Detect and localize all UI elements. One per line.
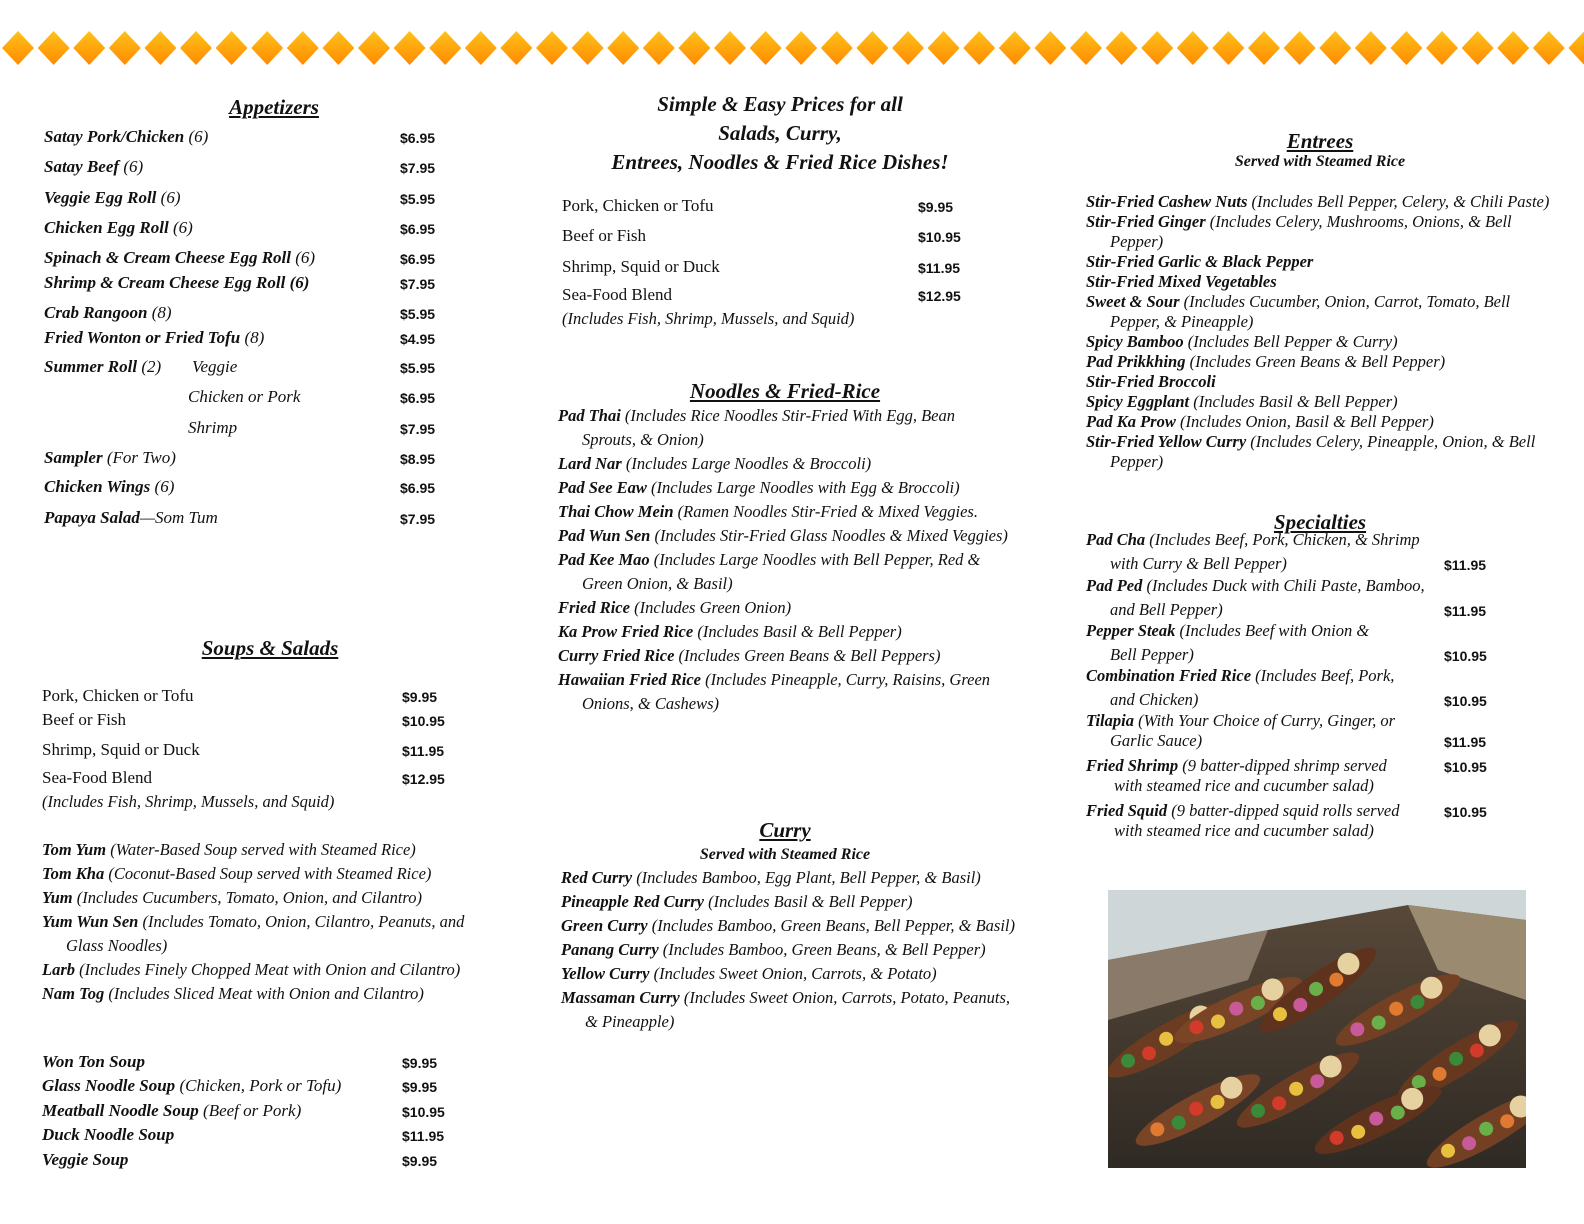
item-name: Pad Cha bbox=[1086, 530, 1146, 549]
middle-column bbox=[520, 0, 1040, 1224]
entree-item bbox=[1086, 412, 1554, 432]
soup-item bbox=[42, 1125, 174, 1145]
price-tier-price: $9.95 bbox=[402, 689, 438, 705]
curry-item bbox=[561, 890, 1021, 914]
item-name: Chicken Egg Roll bbox=[44, 218, 169, 237]
noodle-list bbox=[558, 404, 1008, 716]
item-desc: (Includes Green Onion) bbox=[629, 598, 792, 617]
item-price: $11.95 bbox=[1444, 557, 1487, 573]
item-desc: (6) bbox=[119, 157, 144, 176]
item-price: $5.95 bbox=[400, 306, 436, 322]
item-desc: (Includes Large Noodles with Bell Pepper, Red & Green Onion, & Basil) bbox=[582, 550, 981, 593]
noodle-item bbox=[558, 548, 1008, 596]
item-desc: (Includes Basil & Bell Pepper) bbox=[1189, 392, 1398, 411]
item-desc: (Includes Large Noodles & Broccoli) bbox=[621, 454, 872, 473]
specialty-item-desc-cont: and Chicken) bbox=[1110, 690, 1199, 709]
item-name: Duck Noodle Soup bbox=[42, 1125, 175, 1144]
item-desc: (Includes Bamboo, Green Beans, & Bell Pepper) bbox=[658, 940, 986, 959]
item-name: Chicken Wings bbox=[44, 477, 151, 496]
item-desc: (Includes Beef, Pork, bbox=[1251, 666, 1395, 685]
soup-salad-item bbox=[42, 910, 482, 958]
item-name: Pineapple Red Curry bbox=[561, 892, 704, 911]
item-desc: (6) bbox=[150, 477, 175, 496]
item-name: Yellow Curry bbox=[561, 964, 650, 983]
item-desc: (2) bbox=[137, 357, 162, 376]
item-name: Sampler bbox=[44, 448, 103, 467]
specialty-item bbox=[1086, 576, 1425, 596]
item-name: Pad Ka Prow bbox=[1086, 412, 1176, 431]
item-name: Pad Prikkhing bbox=[1086, 352, 1186, 371]
item-desc: (6) bbox=[168, 218, 193, 237]
item-price: $6.95 bbox=[400, 251, 436, 267]
price-tier-label: Sea-Food Blend bbox=[42, 768, 153, 787]
specialty-item-desc-cont: with steamed rice and cucumber salad) bbox=[1114, 776, 1374, 795]
price-tier-label: Beef or Fish bbox=[562, 226, 647, 245]
specialties-heading: Specialties bbox=[1273, 510, 1367, 534]
item-name: Spicy Eggplant bbox=[1086, 392, 1190, 411]
item-name: Yum Wun Sen bbox=[42, 912, 139, 931]
price-tier-price: $10.95 bbox=[402, 713, 445, 729]
item-desc: (Includes Pineapple, Curry, Raisins, Green Onions, & Cashews) bbox=[582, 670, 991, 713]
soup-blend-note: (Includes Fish, Shrimp, Mussels, and Squid) bbox=[42, 792, 335, 811]
appetizer-item bbox=[44, 157, 143, 177]
entrees-heading: Entrees bbox=[1286, 129, 1354, 153]
item-name: Massaman Curry bbox=[561, 988, 680, 1007]
item-desc: (Includes Cucumber, Onion, Carrot, Tomato, Bell Pepper, & Pineapple) bbox=[1110, 292, 1511, 331]
item-desc: (9 batter-dipped shrimp served bbox=[1178, 756, 1387, 775]
specialty-item bbox=[1086, 711, 1395, 731]
item-name: Green Curry bbox=[561, 916, 648, 935]
noodle-item bbox=[558, 644, 1008, 668]
simple-prices-title-line: Salads, Curry, bbox=[718, 121, 842, 145]
price-tier-label: Sea-Food Blend bbox=[562, 285, 673, 304]
item-name: Papaya Salad bbox=[44, 508, 140, 527]
specialty-list bbox=[1086, 530, 1506, 850]
item-desc: (Includes Green Beans & Bell Pepper) bbox=[1185, 352, 1446, 371]
curry-item bbox=[561, 914, 1021, 938]
item-name: Shrimp & Cream Cheese Egg Roll (6) bbox=[44, 273, 310, 292]
item-desc: (Includes Tomato, Onion, Cilantro, Peanuts, and Glass Noodles) bbox=[66, 912, 465, 955]
appetizer-item bbox=[44, 188, 180, 208]
item-desc: (Includes Bamboo, Egg Plant, Bell Pepper, & Basil) bbox=[632, 868, 981, 887]
item-name: Spinach & Cream Cheese Egg Roll bbox=[44, 248, 291, 267]
item-desc: (6) bbox=[184, 127, 209, 146]
soup-salad-list bbox=[42, 838, 482, 1006]
item-price: $7.95 bbox=[400, 421, 436, 437]
appetizer-item bbox=[44, 477, 174, 497]
price-tier-label: Pork, Chicken or Tofu bbox=[42, 686, 194, 705]
item-price: $6.95 bbox=[400, 221, 436, 237]
price-tier-price: $11.95 bbox=[918, 260, 961, 276]
specialty-item bbox=[1086, 801, 1399, 821]
item-price: $11.95 bbox=[1444, 603, 1487, 619]
noodle-item bbox=[558, 500, 1008, 524]
curry-item bbox=[561, 866, 1021, 890]
price-tier-price: $12.95 bbox=[402, 771, 445, 787]
item-name: Veggie Soup bbox=[42, 1150, 129, 1169]
item-desc: (Includes Celery, Pineapple, Onion, & Bell Pepper) bbox=[1110, 432, 1536, 471]
floating-market-photo bbox=[1108, 890, 1526, 1168]
item-desc: (Includes Bell Pepper & Curry) bbox=[1183, 332, 1398, 351]
item-price: $7.95 bbox=[400, 276, 436, 292]
price-tier-label: Shrimp, Squid or Duck bbox=[562, 257, 720, 276]
item-name: Won Ton Soup bbox=[42, 1052, 145, 1071]
appetizer-item bbox=[44, 273, 309, 293]
item-desc: (6) bbox=[156, 188, 181, 207]
simple-price-list bbox=[562, 196, 982, 304]
noodle-item bbox=[558, 620, 1008, 644]
item-desc: (Includes Stir-Fried Glass Noodles & Mixed Veggies) bbox=[650, 526, 1008, 545]
item-price: $6.95 bbox=[400, 130, 436, 146]
summer-roll-option: Veggie bbox=[192, 357, 238, 376]
item-price: $9.95 bbox=[402, 1153, 438, 1169]
curry-item bbox=[561, 962, 1021, 986]
left-column bbox=[0, 0, 520, 1224]
item-name: Meatball Noodle Soup bbox=[42, 1101, 199, 1120]
curry-subtitle: Served with Steamed Rice bbox=[699, 846, 871, 863]
specialty-item-desc-cont: with steamed rice and cucumber salad) bbox=[1114, 821, 1374, 840]
appetizer-item bbox=[44, 303, 172, 323]
item-desc: (Chicken, Pork or Tofu) bbox=[175, 1076, 342, 1095]
noodles-heading: Noodles & Fried-Rice bbox=[689, 379, 881, 403]
soup-salad-item bbox=[42, 886, 482, 910]
item-price: $9.95 bbox=[402, 1055, 438, 1071]
curry-item bbox=[561, 986, 1021, 1034]
item-name: Red Curry bbox=[561, 868, 633, 887]
appetizer-item bbox=[44, 357, 161, 377]
item-name: Veggie Egg Roll bbox=[44, 188, 157, 207]
item-name: Curry Fried Rice bbox=[558, 646, 675, 665]
noodle-item bbox=[558, 668, 1008, 716]
appetizer-item bbox=[44, 448, 176, 468]
item-desc: (Includes Basil & Bell Pepper) bbox=[704, 892, 913, 911]
item-name: Stir-Fried Ginger bbox=[1086, 212, 1206, 231]
specialty-item bbox=[1086, 621, 1369, 641]
noodle-item bbox=[558, 596, 1008, 620]
item-price: $10.95 bbox=[1444, 648, 1487, 664]
item-name: Fried Squid bbox=[1086, 801, 1168, 820]
curry-item bbox=[561, 938, 1021, 962]
item-name: Panang Curry bbox=[561, 940, 659, 959]
entree-item bbox=[1086, 292, 1554, 332]
item-name: Yum bbox=[42, 888, 73, 907]
price-tier-label: Beef or Fish bbox=[42, 710, 127, 729]
item-price: $8.95 bbox=[400, 451, 436, 467]
entree-list bbox=[1086, 192, 1554, 472]
item-price: $6.95 bbox=[400, 390, 436, 406]
item-desc: (For Two) bbox=[102, 448, 176, 467]
appetizers-heading: Appetizers bbox=[229, 95, 319, 119]
noodle-item bbox=[558, 452, 1008, 476]
item-desc: (8) bbox=[147, 303, 172, 322]
simple-prices-title bbox=[560, 90, 1000, 177]
item-price: $4.95 bbox=[400, 331, 436, 347]
item-name: Stir-Fried Broccoli bbox=[1086, 372, 1216, 391]
item-name: Satay Pork/Chicken bbox=[44, 127, 185, 146]
item-price: $5.95 bbox=[400, 191, 436, 207]
price-tier-price: $11.95 bbox=[402, 743, 445, 759]
item-desc: (Includes Cucumbers, Tomato, Onion, and Cilantro) bbox=[72, 888, 422, 907]
curry-list bbox=[561, 866, 1021, 1034]
entree-item bbox=[1086, 332, 1554, 352]
entree-item bbox=[1086, 392, 1554, 412]
item-name: Glass Noodle Soup bbox=[42, 1076, 176, 1095]
price-tier-label: Pork, Chicken or Tofu bbox=[562, 196, 714, 215]
specialty-item-desc-cont: with Curry & Bell Pepper) bbox=[1110, 554, 1287, 573]
entree-item bbox=[1086, 212, 1554, 252]
item-desc: (Includes Green Beans & Bell Peppers) bbox=[674, 646, 941, 665]
item-desc: (Includes Large Noodles with Egg & Broccoli) bbox=[646, 478, 960, 497]
item-price: $9.95 bbox=[402, 1079, 438, 1095]
item-desc: (Includes Bamboo, Green Beans, Bell Pepper, & Basil) bbox=[647, 916, 1015, 935]
appetizer-list bbox=[44, 127, 464, 547]
appetizer-item bbox=[44, 328, 264, 348]
item-desc: (Includes Beef, Pork, Chicken, & Shrimp bbox=[1145, 530, 1420, 549]
item-name: Stir-Fried Cashew Nuts bbox=[1086, 192, 1248, 211]
price-tier-price: $9.95 bbox=[918, 199, 954, 215]
item-name: Fried Rice bbox=[558, 598, 630, 617]
item-desc: (9 batter-dipped squid rolls served bbox=[1167, 801, 1400, 820]
noodle-item bbox=[558, 404, 1008, 452]
item-price: $10.95 bbox=[1444, 693, 1487, 709]
entree-item bbox=[1086, 432, 1554, 472]
item-name: Nam Tog bbox=[42, 984, 105, 1003]
item-desc: (With Your Choice of Curry, Ginger, or bbox=[1133, 711, 1396, 730]
appetizer-item bbox=[44, 508, 218, 528]
item-name: Pad Ped bbox=[1086, 576, 1143, 595]
appetizer-item bbox=[44, 248, 315, 268]
item-name: Tilapia bbox=[1086, 711, 1134, 730]
item-desc: (Beef or Pork) bbox=[198, 1101, 302, 1120]
appetizer-item bbox=[44, 127, 208, 147]
item-name: Stir-Fried Mixed Vegetables bbox=[1086, 272, 1277, 291]
item-name: Thai Chow Mein bbox=[558, 502, 674, 521]
item-name: Pad See Eaw bbox=[558, 478, 647, 497]
specialty-item-desc-cont: and Bell Pepper) bbox=[1110, 600, 1223, 619]
item-desc: (Includes Celery, Mushrooms, Onions, & Bell Pepper) bbox=[1110, 212, 1512, 251]
item-desc: (Includes Basil & Bell Pepper) bbox=[693, 622, 902, 641]
item-price: $7.95 bbox=[400, 511, 436, 527]
price-tier-price: $12.95 bbox=[918, 288, 961, 304]
specialty-item bbox=[1086, 756, 1387, 776]
soup-salad-item bbox=[42, 862, 482, 886]
item-desc: (Includes Bell Pepper, Celery, & Chili Paste) bbox=[1247, 192, 1550, 211]
item-desc: —Som Tum bbox=[139, 508, 218, 527]
item-price: $7.95 bbox=[400, 160, 436, 176]
price-tier-price: $10.95 bbox=[918, 229, 961, 245]
noodle-item bbox=[558, 524, 1008, 548]
item-name: Tom Kha bbox=[42, 864, 105, 883]
item-price: $10.95 bbox=[1444, 759, 1487, 775]
item-price: $10.95 bbox=[1444, 804, 1487, 820]
item-desc: (8) bbox=[240, 328, 265, 347]
item-desc: (Includes Beef with Onion & bbox=[1175, 621, 1370, 640]
soup-item bbox=[42, 1150, 128, 1170]
specialty-item-desc-cont: Bell Pepper) bbox=[1110, 645, 1194, 664]
item-name: Sweet & Sour bbox=[1086, 292, 1180, 311]
item-name: Stir-Fried Garlic & Black Pepper bbox=[1086, 252, 1314, 271]
summer-roll-option: Chicken or Pork bbox=[188, 387, 301, 406]
item-desc: (6) bbox=[291, 248, 316, 267]
item-price: $11.95 bbox=[402, 1128, 445, 1144]
simple-prices-title-line: Simple & Easy Prices for all bbox=[657, 92, 903, 116]
item-price: $6.95 bbox=[400, 480, 436, 496]
item-price: $10.95 bbox=[402, 1104, 445, 1120]
item-desc: (Includes Sliced Meat with Onion and Cilantro) bbox=[104, 984, 424, 1003]
item-name: Ka Prow Fried Rice bbox=[558, 622, 694, 641]
item-name: Pepper Steak bbox=[1086, 621, 1176, 640]
item-name: Satay Beef bbox=[44, 157, 120, 176]
summer-roll-option: Shrimp bbox=[188, 418, 238, 437]
item-desc: (Water-Based Soup served with Steamed Rice) bbox=[106, 840, 416, 859]
item-name: Pad Wun Sen bbox=[558, 526, 651, 545]
soups-salads-heading: Soups & Salads bbox=[201, 636, 339, 660]
entree-item bbox=[1086, 372, 1554, 392]
entree-item bbox=[1086, 352, 1554, 372]
soup-salad-item bbox=[42, 982, 482, 1006]
simple-blend-note: (Includes Fish, Shrimp, Mussels, and Squid) bbox=[562, 309, 855, 328]
item-name: Summer Roll bbox=[44, 357, 138, 376]
item-name: Fried Shrimp bbox=[1086, 756, 1179, 775]
item-name: Pad Thai bbox=[558, 406, 621, 425]
appetizer-item bbox=[44, 218, 193, 238]
item-desc: (Ramen Noodles Stir-Fried & Mixed Veggies. bbox=[673, 502, 978, 521]
soup-salad-item bbox=[42, 838, 482, 862]
item-desc: (Includes Finely Chopped Meat with Onion and Cilantro) bbox=[75, 960, 461, 979]
item-name: Larb bbox=[42, 960, 75, 979]
item-desc: (Includes Sweet Onion, Carrots, & Potato) bbox=[649, 964, 937, 983]
item-name: Combination Fried Rice bbox=[1086, 666, 1252, 685]
entree-item bbox=[1086, 252, 1554, 272]
soup-item bbox=[42, 1101, 301, 1121]
specialty-item-desc-cont: Garlic Sauce) bbox=[1110, 731, 1203, 750]
item-desc: (Includes Duck with Chili Paste, Bamboo, bbox=[1142, 576, 1425, 595]
item-desc: (Includes Sweet Onion, Carrots, Potato, Peanuts, & Pineapple) bbox=[585, 988, 1011, 1031]
entree-item bbox=[1086, 192, 1554, 212]
entree-item bbox=[1086, 272, 1554, 292]
entrees-subtitle: Served with Steamed Rice bbox=[1234, 153, 1406, 170]
soup-item bbox=[42, 1052, 145, 1072]
item-name: Lard Nar bbox=[558, 454, 622, 473]
simple-prices-title-line: Entrees, Noodles & Fried Rice Dishes! bbox=[611, 150, 949, 174]
curry-heading: Curry bbox=[759, 818, 811, 842]
item-price: $11.95 bbox=[1444, 734, 1487, 750]
item-desc: (Coconut-Based Soup served with Steamed Rice) bbox=[104, 864, 432, 883]
price-tier-label: Shrimp, Squid or Duck bbox=[42, 740, 200, 759]
item-desc: (Includes Rice Noodles Stir-Fried With Egg, Bean Sprouts, & Onion) bbox=[582, 406, 955, 449]
item-name: Stir-Fried Yellow Curry bbox=[1086, 432, 1247, 451]
item-name: Spicy Bamboo bbox=[1086, 332, 1184, 351]
specialty-item bbox=[1086, 666, 1394, 686]
item-name: Crab Rangoon bbox=[44, 303, 148, 322]
item-desc: (Includes Onion, Basil & Bell Pepper) bbox=[1175, 412, 1434, 431]
item-price: $5.95 bbox=[400, 360, 436, 376]
soup-price-list bbox=[42, 686, 462, 786]
item-name: Fried Wonton or Fried Tofu bbox=[44, 328, 241, 347]
soup-salad-item bbox=[42, 958, 482, 982]
specialty-item bbox=[1086, 530, 1420, 550]
item-name: Pad Kee Mao bbox=[558, 550, 650, 569]
noodle-item bbox=[558, 476, 1008, 500]
soup-item bbox=[42, 1076, 341, 1096]
noodle-soup-list bbox=[42, 1052, 462, 1182]
item-name: Hawaiian Fried Rice bbox=[558, 670, 702, 689]
item-name: Tom Yum bbox=[42, 840, 107, 859]
